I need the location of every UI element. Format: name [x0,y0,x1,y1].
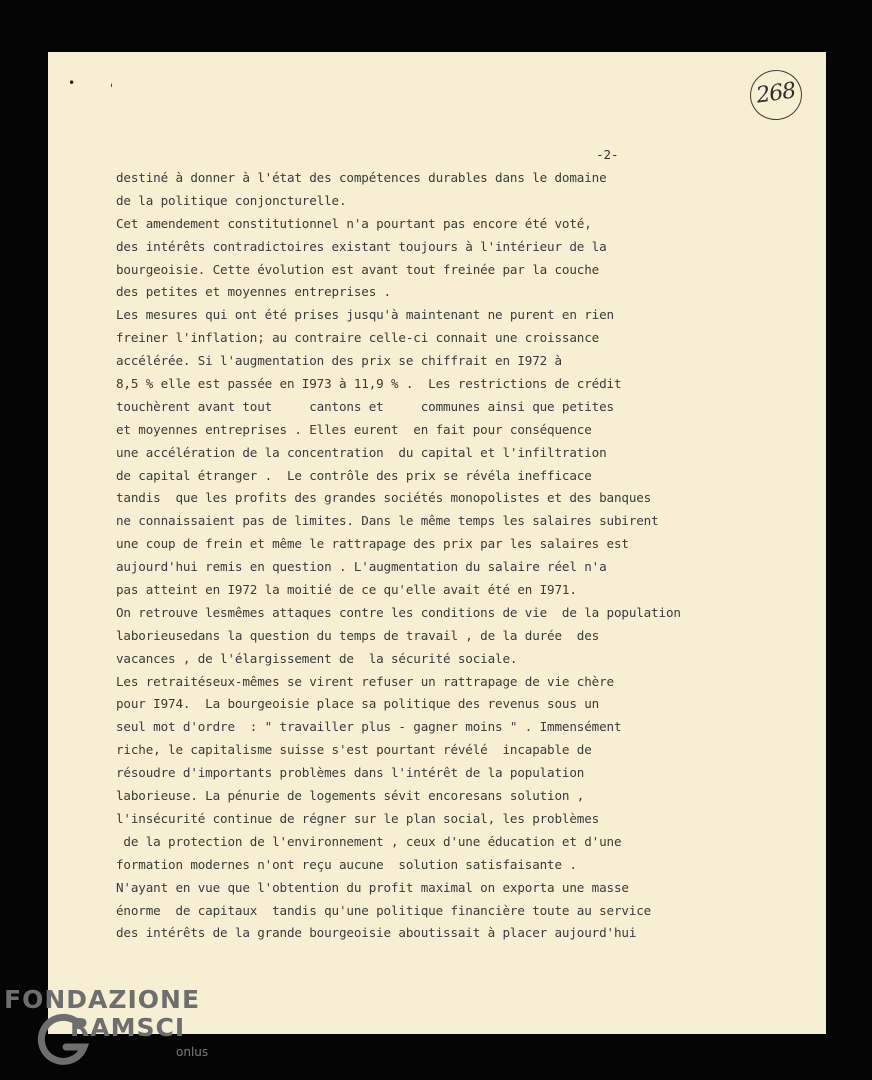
text-line: riche, le capitalisme suisse s'est pourtant révélé incapable de [116,742,592,758]
text-line: vacances , de l'élargissement de la sécurité sociale. [116,650,518,666]
text-line: bourgeoisie. Cette évolution est avant tout freinée par la couche [116,261,600,277]
text-line: une coup de frein et même le rattrapage des prix par les salaires est [116,536,629,552]
text-line: aujourd'hui remis en question . L'augmentation du salaire réel n'a [116,559,607,575]
text-line: tandis que les profits des grandes sociétés monopolistes et des banques [116,490,652,506]
punch-mark-icon: • [68,76,76,90]
text-line: freiner l'inflation; au contraire celle-ci connait une croissance [116,330,600,346]
text-line: Les retraitéseux-mêmes se virent refuser un rattrapage de vie chère [116,673,614,689]
text-line: pour I974. La bourgeoisie place sa politique des revenus sous un [116,696,600,712]
typewritten-body [116,167,766,945]
folio-stamp [747,67,805,124]
text-line: énorme de capitaux tandis qu'une politique financière toute au service [116,902,652,918]
text-line: de la protection de l'environnement , ceux d'une éducation et d'une [116,833,622,849]
text-line: l'insécurité continue de régner sur le plan social, les problèmes [116,810,600,826]
text-line: Les mesures qui ont été prises jusqu'à maintenant ne purent en rien [116,307,614,323]
text-line: de capital étranger . Le contrôle des prix se révéla inefficace [116,467,592,483]
watermark-line-2: RAMSCI [70,1013,186,1042]
text-line: et moyennes entreprises . Elles eurent en fait pour conséquence [116,421,592,437]
text-line: N'ayant en vue que l'obtention du profit maximal on exporta une masse [116,879,629,895]
text-line: pas atteint en I972 la moitié de ce qu'elle avait été en I971. [116,582,577,598]
text-line: une accélération de la concentration du capital et l'infiltration [116,444,607,460]
watermark-line-1: FONDAZIONE [4,985,201,1014]
text-line: seul mot d'ordre : " travailler plus - gagner moins " . Immensément [116,719,622,735]
text-line: des intérêts contradictoires existant toujours à l'intérieur de la [116,238,607,254]
text-line: destiné à donner à l'état des compétences durables dans le domaine [116,170,607,185]
text-line: des petites et moyennes entreprises . [116,284,391,300]
text-line: On retrouve lesmêmes attaques contre les conditions de vie de la population [116,604,681,620]
text-line: résoudre d'importants problèmes dans l'intérêt de la population [116,765,585,781]
text-line: de la politique conjoncturelle. [116,192,347,208]
text-line: formation modernes n'ont reçu aucune solution satisfaisante . [116,856,577,872]
folio-number: 268 [754,78,797,109]
text-line: ne connaissaient pas de limites. Dans le même temps les salaires subirent [116,513,659,529]
text-line: touchèrent avant tout cantons et communes ainsi que petites [116,398,614,414]
text-line: accélérée. Si l'augmentation des prix se chiffrait en I972 à [116,353,562,369]
text-line: laborieusedans la question du temps de travail , de la durée des [116,627,600,643]
text-line: Cet amendement constitutionnel n'a pourtant pas encore été voté, [116,215,592,231]
punch-mark-icon: ˌ [108,74,116,88]
document-page [48,52,826,1034]
text-line: laborieuse. La pénurie de logements sévit encoresans solution , [116,788,585,804]
text-line: des intérêts de la grande bourgeoisie aboutissait à placer aujourd'hui [116,925,637,941]
fondazione-gramsci-watermark [4,985,234,1077]
watermark-onlus: onlus [176,1045,209,1059]
text-line: 8,5 % elle est passée en I973 à 11,9 % . Les restrictions de crédit [116,376,622,392]
page-number: -2- [596,147,619,162]
